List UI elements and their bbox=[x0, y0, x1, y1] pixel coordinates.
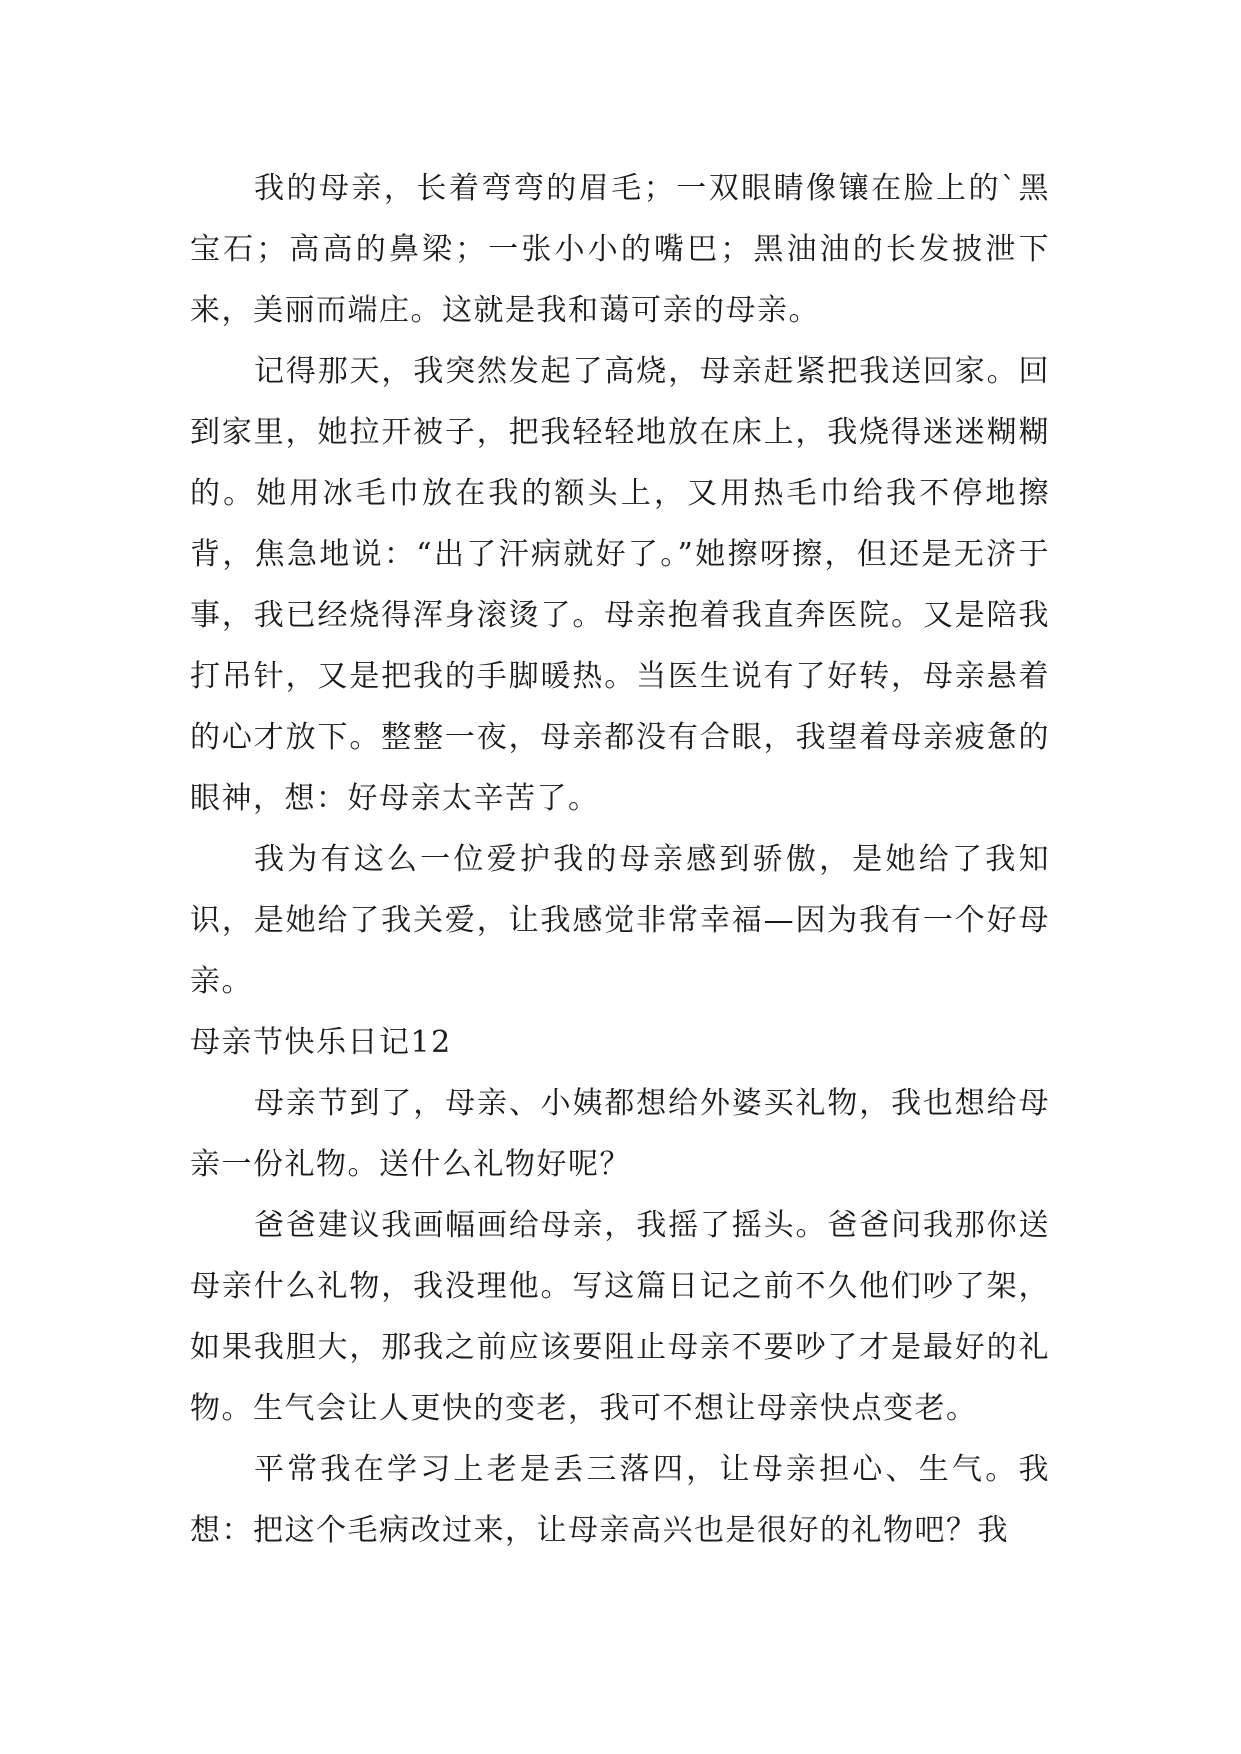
document-body bbox=[190, 158, 1050, 1561]
paragraph-proud-of-mother: 我为有这么一位爱护我的母亲感到骄傲，是她给了我知识，是她给了我关爱，让我感觉非常幸福—因为我有一个好母亲。 bbox=[190, 842, 1050, 999]
paragraph-mothers-day-gift: 母亲节到了，母亲、小姨都想给外婆买礼物，我也想给母亲一份礼物。送什么礼物好呢？ bbox=[190, 1086, 1050, 1182]
paragraph-mother-appearance: 我的母亲，长着弯弯的眉毛；一双眼睛像镶在脸上的`黑宝石；高高的鼻梁；一张小小的嘴巴；黑油油的长发披泄下来，美丽而端庄。这就是我和蔼可亲的母亲。 bbox=[190, 171, 1050, 328]
paragraph-study-habits: 平常我在学习上老是丢三落四，让母亲担心、生气。我想：把这个毛病改过来，让母亲高兴也是很好的礼物吧？我 bbox=[190, 1452, 1050, 1548]
paragraph-dad-suggestion: 爸爸建议我画幅画给母亲，我摇了摇头。爸爸问我那你送母亲什么礼物，我没理他。写这篇日记之前不久他们吵了架，如果我胆大，那我之前应该要阻止母亲不要吵了才是最好的礼物。生气会让人更快的变老，我可不想让母亲快点变老。 bbox=[190, 1208, 1050, 1426]
paragraph-fever-story: 记得那天，我突然发起了高烧，母亲赶紧把我送回家。回到家里，她拉开被子，把我轻轻地放在床上，我烧得迷迷糊糊的。她用冰毛巾放在我的额头上，又用热毛巾给我不停地擦背，焦急地说：“出了汗病就好了。”她擦呀擦，但还是无济于事，我已经烧得浑身滚烫了。母亲抱着我直奔医院。又是陪我打吊针，又是把我的手脚暖热。当医生说有了好转，母亲悬着的心才放下。整整一夜，母亲都没有合眼，我望着母亲疲惫的眼神，想：好母亲太辛苦了。 bbox=[190, 354, 1050, 816]
section-heading-diary-12: 母亲节快乐日记12 bbox=[190, 1025, 452, 1060]
